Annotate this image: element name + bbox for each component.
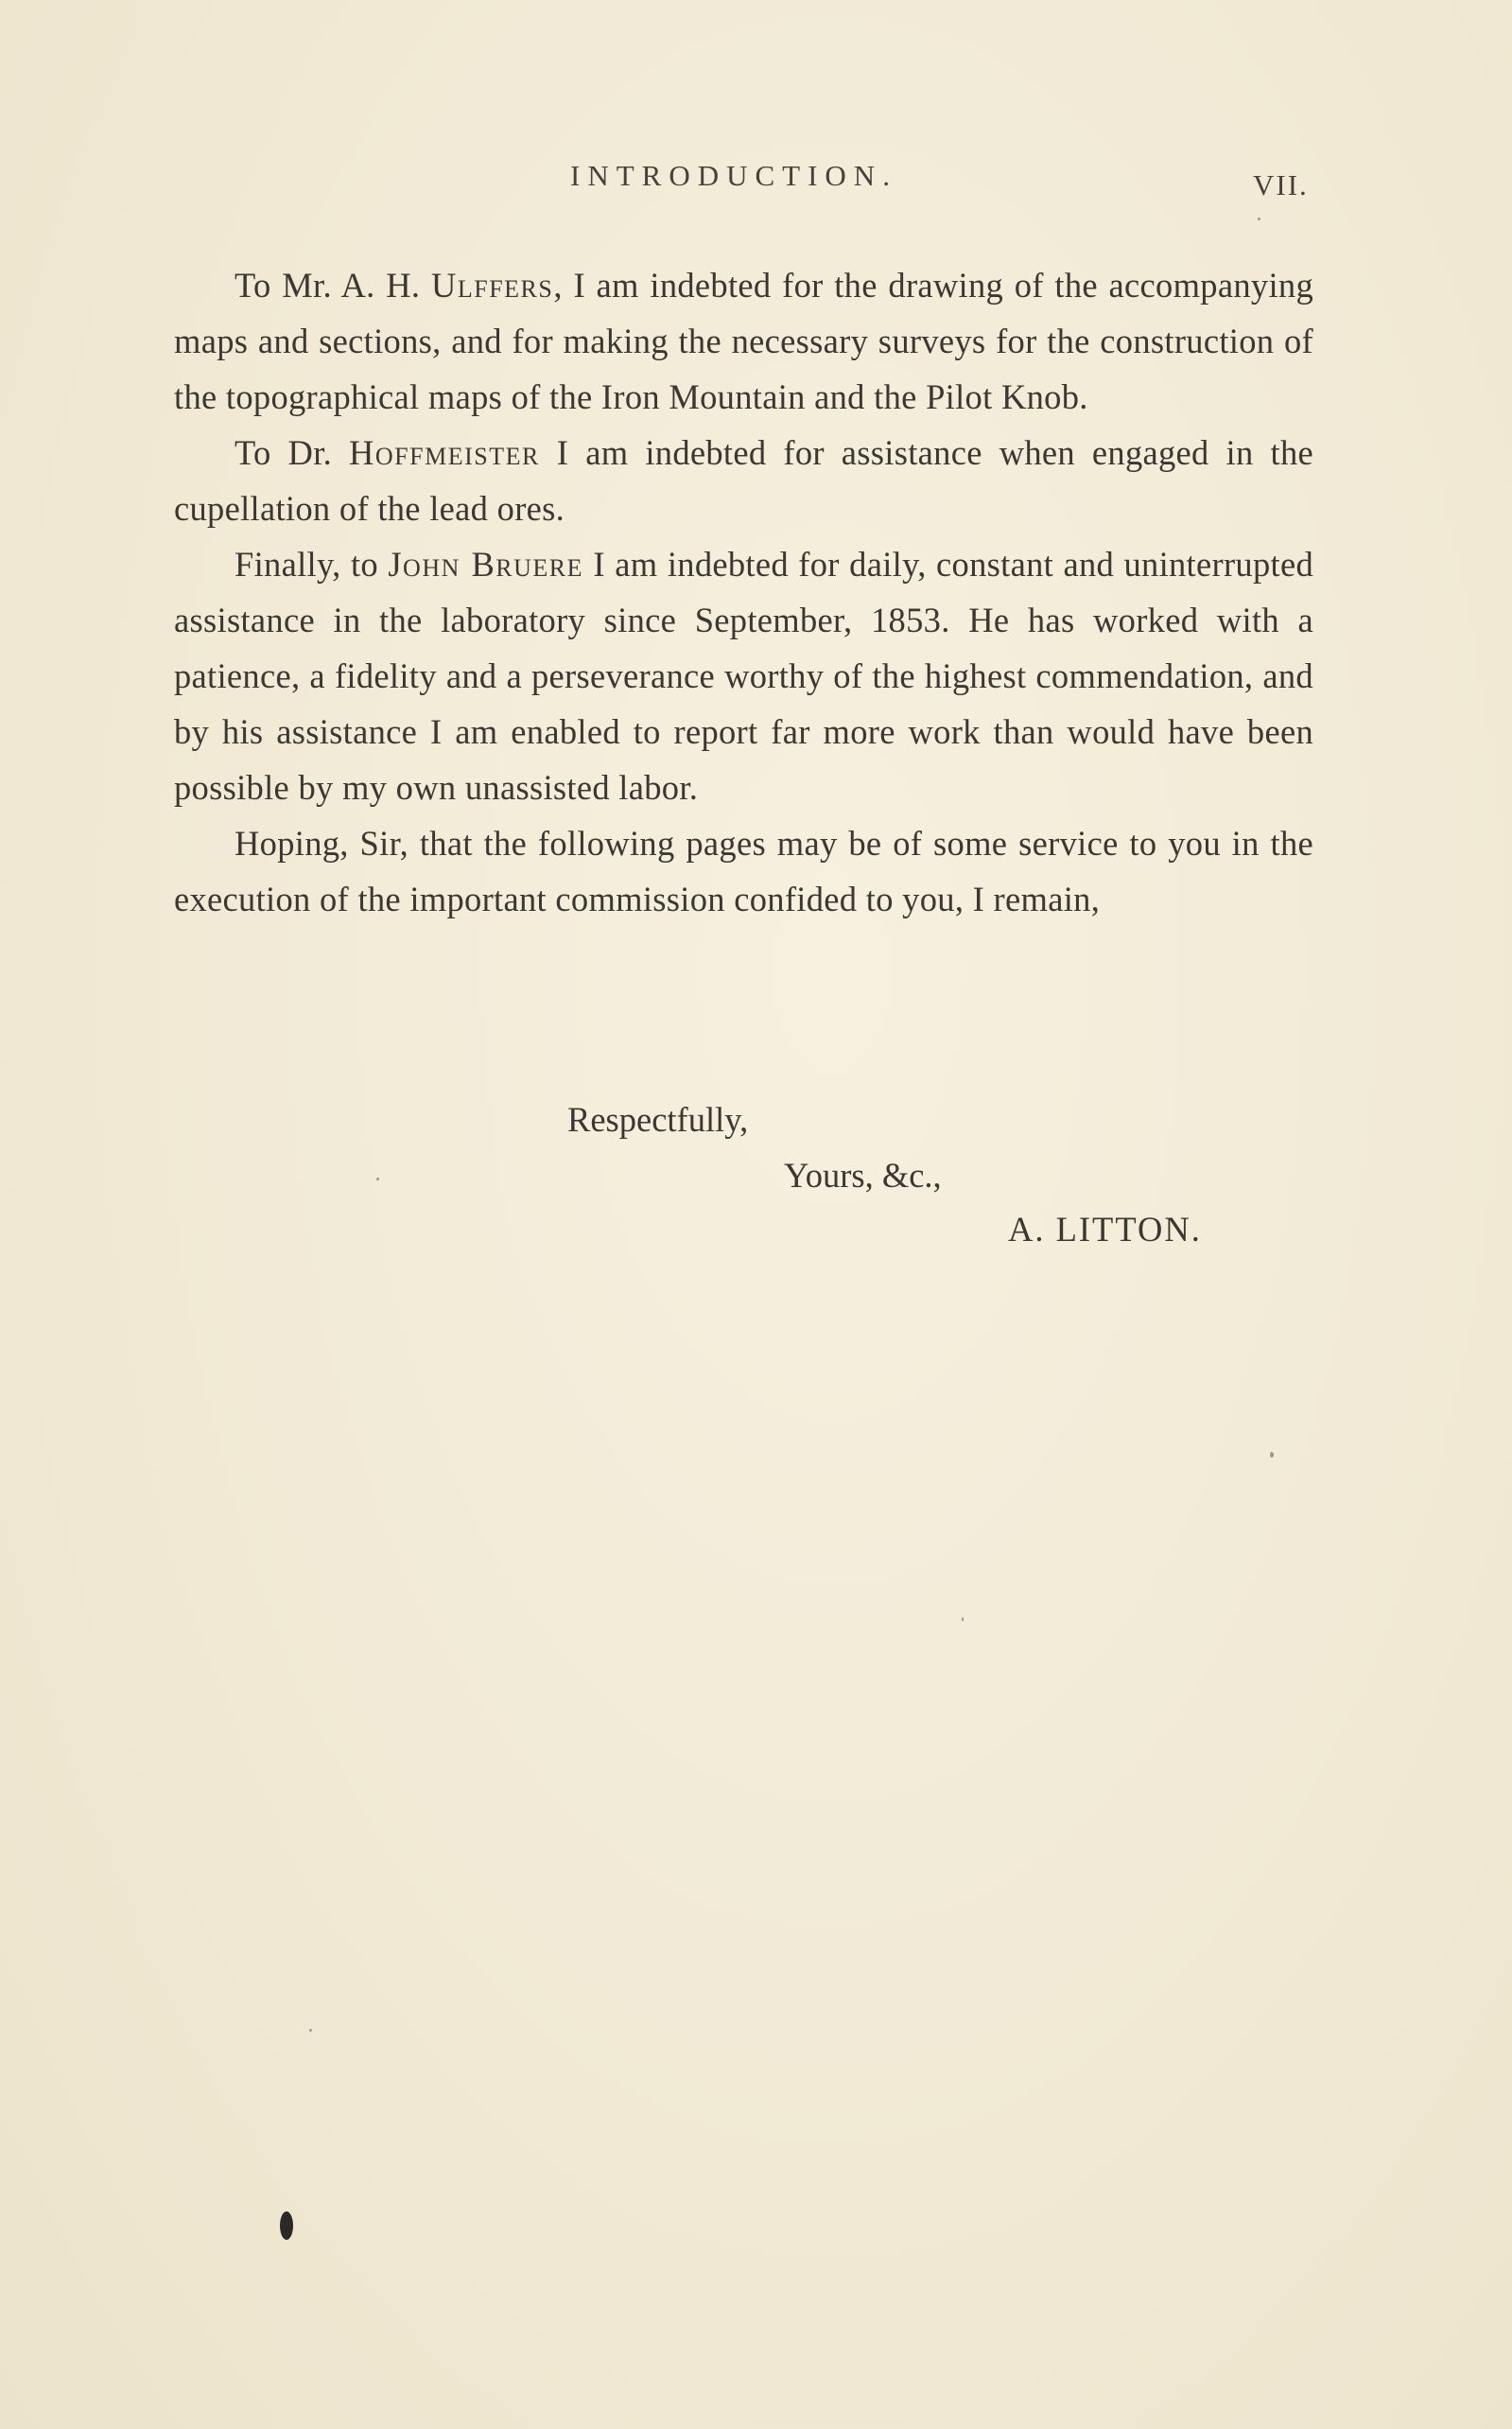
paragraph-closing-remarks: Hoping, Sir, that the following pages may be of some service to you in the execution of the important commission confided to you, I remain, (174, 824, 1313, 918)
paragraph-rest: I am indebted for daily, constant and uninterrupted assistance in the laboratory since September, 1853. He has worked with a patience, a fidelity and a perseverance worthy of the highest commendation, and by his assistance I am enabled to report far more work than would have been possible by my own unassisted labor. (174, 545, 1313, 807)
person-name-bruere: John Bruere (388, 545, 584, 584)
paragraph-rest: I am indebted for assistance when engaged in the cupellation of the lead ores. (174, 433, 1313, 528)
paragraph-lead: Finally, to (235, 545, 389, 584)
paper-speck (962, 1617, 964, 1621)
paper-speck (309, 2029, 312, 2032)
person-name-ulffers: Ulffers (431, 266, 554, 305)
paragraph-acknowledgement-bruere (174, 536, 1313, 815)
ink-blot (280, 2211, 293, 2240)
valediction: Respectfully, (567, 1100, 749, 1139)
person-name-hoffmeister: Hoffmeister (349, 433, 540, 472)
paragraph-lead: To Dr. (235, 433, 350, 472)
page-number: VII. (1253, 168, 1309, 201)
paper-speck (1270, 1452, 1274, 1458)
paper-speck (1258, 218, 1260, 220)
running-head (0, 159, 1512, 206)
complimentary-close: Yours, &c., (784, 1156, 942, 1195)
body-text (174, 257, 1313, 927)
paragraph-acknowledgement-hoffmeister (174, 425, 1313, 536)
paragraph-rest: , I am indebted for the drawing of the accompanying maps and sections, and for making the necessary surveys for the construction of the topographical maps of the Iron Mountain and the Pilot Knob. (174, 266, 1313, 416)
paragraph-lead: To Mr. A. H. (235, 266, 431, 305)
running-title: INTRODUCTION. (570, 159, 897, 192)
paragraph-acknowledgement-ulffers (174, 257, 1313, 425)
author-signature: A. LITTON. (1008, 1210, 1202, 1249)
paper-speck (376, 1178, 379, 1180)
